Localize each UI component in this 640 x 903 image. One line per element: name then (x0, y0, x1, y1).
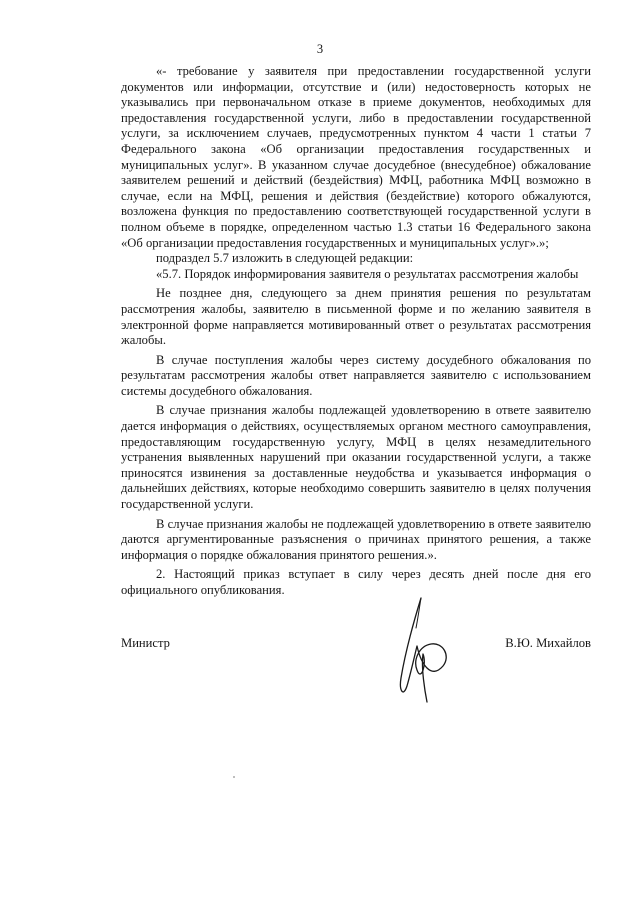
document-body (121, 64, 591, 599)
signatory-name: В.Ю. Михайлов (505, 636, 591, 650)
paragraph-complaint-upheld: В случае признания жалобы подлежащей удовлетворению в ответе заявителю дается информация о действиях, осуществляемых органом местного самоуправления, предоставляющим государственную услугу, МФЦ в целях незамедлительного устранения выявленных нарушений при оказании государственной услуги, а также приносятся извинения за доставленные неудобства и указывается информация о дальнейших действиях, которые необходимо совершить заявителю в целях получения государственной услуги. (121, 403, 591, 512)
paragraph-complaint-rejected: В случае признания жалобы не подлежащей удовлетворению в ответе заявителю даются аргументированные разъяснения о причинах принятого решения, а также информация о порядке обжалования принятого решения.». (121, 516, 591, 562)
paragraph-section-heading: «5.7. Порядок информирования заявителя о результатах рассмотрения жалобы (156, 266, 579, 281)
paragraph-complaint-grounds: «- требование у заявителя при предоставлении государственной услуги документов или информации, отсутствие и (или) недостоверность которых не указывались при первоначальном отказе в приеме документов, необходимых для предоставления государственной услуги, либо в предоставлении государственной услуги, за исключением случаев, предусмотренных пунктом 4 части 1 статьи 7 Федерального закона «Об организации предоставления государственных и муниципальных услуг». В указанном случае досудебное (внесудебное) обжалование заявителем решений и действий (бездействия) МФЦ, работника МФЦ возможно в случае, если на МФЦ, решения и действия (бездействие) которого обжалуются, возложена функция по предоставлению соответствующей государственной услуги в полном объеме в порядке, определенном частью 1.3 статьи 16 Федерального закона «Об организации предоставления государственных и муниципальных услуг».»; (121, 64, 591, 250)
paragraph-response-deadline: Не позднее дня, следующего за днем принятия решения по результатам рассмотрения жалобы, заявителю в письменной форме и по желанию заявителя в электронной форме направляется мотивированный ответ о результатах рассмотрения жалобы. (121, 286, 591, 348)
page-number: 3 (316, 42, 324, 56)
paragraph-subsection-amendment: подраздел 5.7 изложить в следующей редакции: (156, 251, 414, 266)
signature-block (121, 636, 591, 656)
signatory-title: Министр (121, 636, 170, 650)
paragraph-pretrial-system: В случае поступления жалобы через систему досудебного обжалования по результатам рассмотрения жалобы ответ направляется заявителю с использованием системы досудебного обжалования. (121, 352, 591, 398)
scan-speck (233, 776, 235, 778)
paragraph-effective-date: 2. Настоящий приказ вступает в силу через десять дней после дня его официального опубликования. (121, 567, 591, 597)
